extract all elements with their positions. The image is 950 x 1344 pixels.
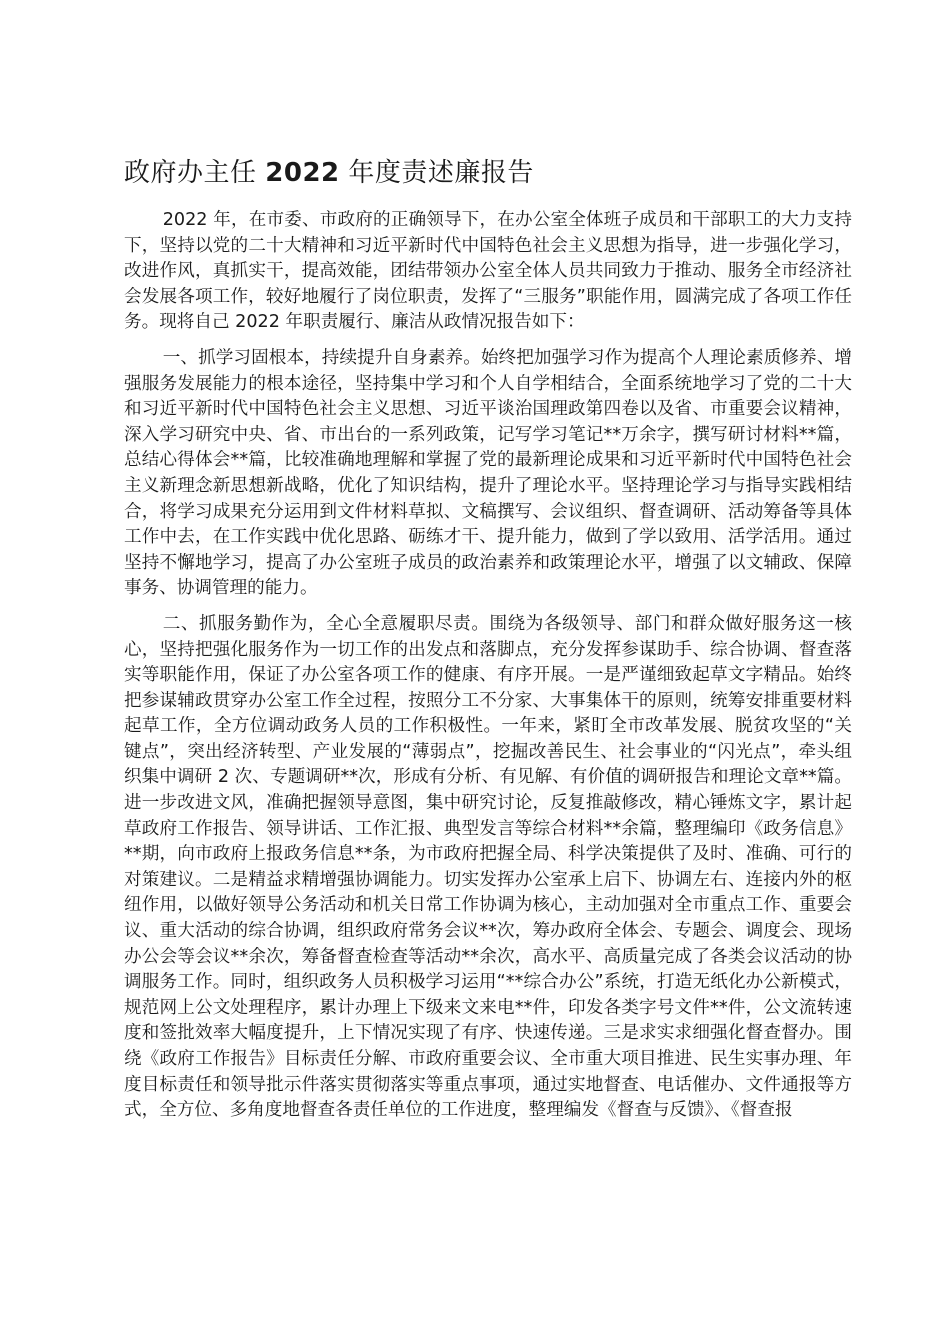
title-year: 2022 xyxy=(265,158,340,188)
document-page xyxy=(124,150,852,1124)
paragraph-intro: 2022 年，在市委、市政府的正确领导下，在办公室全体班子成员和干部职工的大力支持下，坚持以党的二十大精神和习近平新时代中国特色社会主义思想为指导，进一步强化学习，改进作风，真抓实干，提高效能，团结带领办公室全体人员共同致力于推动、服务全市经济社会发展各项工作，较好地履行了岗位职责，发挥了“三服务”职能作用，圆满完成了各项工作任务。现将自己 2022 年职责履行、廉洁从政情况报告如下： xyxy=(124,210,852,333)
document-title xyxy=(124,150,852,196)
title-prefix: 政府办主任 xyxy=(124,158,266,188)
title-suffix: 年度责述廉报告 xyxy=(339,158,534,188)
paragraph-section-2: 二、抓服务勤作为，全心全意履职尽责。围绕为各级领导、部门和群众做好服务这一核心，坚持把强化服务作为一切工作的出发点和落脚点，充分发挥参谋助手、综合协调、督查落实等职能作用，保证了办公室各项工作的健康、有序开展。一是严谨细致起草文字精品。始终把参谋辅政贯穿办公室工作全过程，按照分工不分家、大事集体干的原则，统筹安排重要材料起草工作，全方位调动政务人员的工作积极性。一年来，紧盯全市改革发展、脱贫攻坚的“关键点”，突出经济转型、产业发展的“薄弱点”，挖掘改善民生、社会事业的“闪光点”，牵头组织集中调研 2 次、专题调研**次，形成有分析、有见解、有价值的调研报告和理论文章**篇。进一步改进文风，准确把握领导意图，集中研究讨论，反复推敲修改，精心锤炼文字，累计起草政府工作报告、领导讲话、工作汇报、典型发言等综合材料**余篇，整理编印《政务信息》**期，向市政府上报政务信息**条，为市政府把握全局、科学决策提供了及时、准确、可行的对策建议。二是精益求精增强协调能力。切实发挥办公室承上启下、协调左右、连接内外的枢纽作用，以做好领导公务活动和机关日常工作协调为核心，主动加强对全市重点工作、重要会议、重大活动的综合协调，组织政府常务会议**次，筹办政府全体会、专题会、调度会、现场办公会等会议**余次，筹备督查检查等活动**余次，高水平、高质量完成了各类会议活动的协调服务工作。同时，组织政务人员积极学习运用“**综合办公”系统，打造无纸化办公新模式，规范网上公文处理程序，累计办理上下级来文来电**件，印发各类字号文件**件，公文流转速度和签批效率大幅度提升，上下情况实现了有序、快速传递。三是求实求细强化督查督办。围绕《政府工作报告》目标责任分解、市政府重要会议、全市重大项目推进、民生实事办理、年度目标责任和领导批示件落实贯彻落实等重点事项，通过实地督查、电话催办、文件通报等方式，全方位、多角度地督查各责任单位的工作进度，整理编发《督查与反馈》、《督查报 xyxy=(124,613,852,1121)
paragraph-section-1: 一、抓学习固根本，持续提升自身素养。始终把加强学习作为提高个人理论素质修养、增强服务发展能力的根本途径，坚持集中学习和个人自学相结合，全面系统地学习了党的二十大和习近平新时代中国特色社会主义思想、习近平谈治国理政第四卷以及省、市重要会议精神，深入学习研究中央、省、市出台的一系列政策，记写学习笔记**万余字，撰写研讨材料**篇，总结心得体会**篇，比较准确地理解和掌握了党的最新理论成果和习近平新时代中国特色社会主义新理念新思想新战略，优化了知识结构，提升了理论水平。坚持理论学习与指导实践相结合，将学习成果充分运用到文件材料草拟、文稿撰写、会议组织、督查调研、活动筹备等具体工作中去，在工作实践中优化思路、砺练才干、提升能力，做到了学以致用、活学活用。通过坚持不懈地学习，提高了办公室班子成员的政治素养和政策理论水平，增强了以文辅政、保障事务、协调管理的能力。 xyxy=(124,347,852,599)
